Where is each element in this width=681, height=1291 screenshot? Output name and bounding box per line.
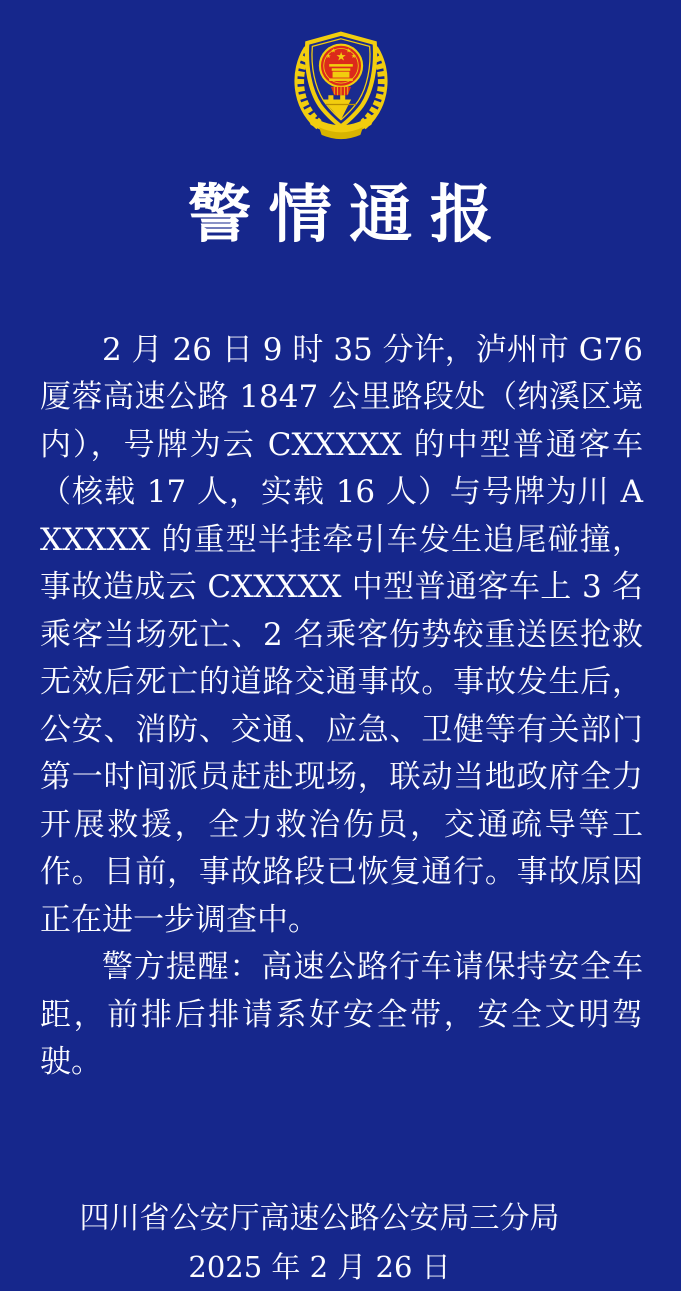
notice-body xyxy=(0,327,681,1087)
issuer-name: 四川省公安厅高速公路公安局三分局 xyxy=(79,1200,560,1236)
svg-text:★: ★ xyxy=(335,49,346,64)
svg-text:★: ★ xyxy=(350,54,356,61)
notice-paragraph-incident: 2 月 26 日 9 时 35 分许，泸州市 G76 厦蓉高速公路 1847 公里路段处（纳溪区境内），号牌为云 CXXXXX 的中型普通客车（核载 17 人，实载 16 人）与号牌为川 AXXXXX 的重型半挂牵引车发生追尾碰撞，事故造成云 CXXXXX 中型普通客车上 3 名乘客当场死亡、2 名乘客伤势较重送医抢救无效后死亡的道路交通事故。事故发生后，公安、消防、交通、应急、卫健等有关部门第一时间派员赶赴现场，联动当地政府全力开展救援，全力救治伤员，交通疏导等工作。目前，事故路段已恢复通行。事故原因正在进一步调查中。 xyxy=(40,331,643,938)
notice-footer xyxy=(0,1195,681,1291)
notice-paragraph-reminder: 警方提醒：高速公路行车请保持安全车距，前排后排请系好安全带，安全文明驾驶。 xyxy=(40,949,643,1081)
page-title: 警情通报 xyxy=(188,177,511,251)
svg-text:★: ★ xyxy=(345,48,351,55)
police-badge-icon xyxy=(282,24,400,148)
svg-text:★: ★ xyxy=(325,54,331,61)
issue-date: 2025 年 2 月 26 日 xyxy=(188,1249,451,1284)
badge-container xyxy=(0,24,681,148)
svg-text:★: ★ xyxy=(330,48,336,55)
